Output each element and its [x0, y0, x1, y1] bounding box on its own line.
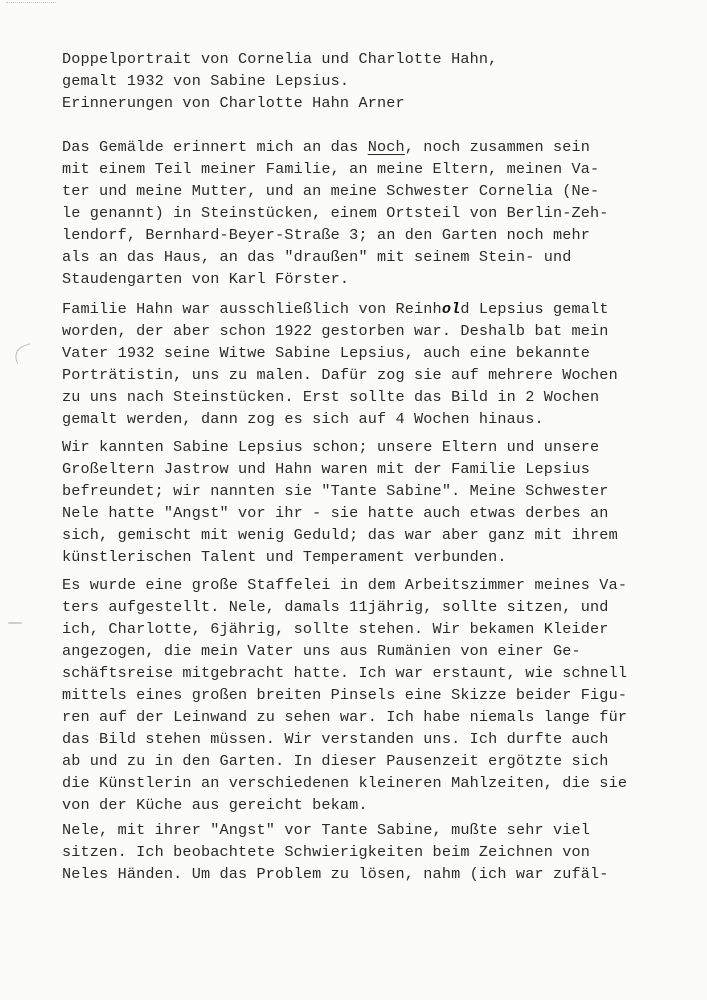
line-text: Das Gemälde erinnert mich an das [62, 138, 368, 156]
paragraph-line: ters aufgestellt. Nele, damals 11jährig, sollte sitzen, und [62, 598, 609, 616]
paragraph-line: schäftsreise mitgebracht hatte. Ich war erstaunt, wie schnell [62, 664, 628, 682]
paragraph-line: ab und zu in den Garten. In dieser Pausenzeit ergötzte sich [62, 752, 609, 770]
paragraph-line: ren auf der Leinwand zu sehen war. Ich habe niemals lange für [62, 708, 628, 726]
paragraph-line: als an das Haus, an das "draußen" mit seinem Stein- und [62, 248, 572, 266]
paragraph-line: mittels eines großen breiten Pinsels eine Skizze beider Figu- [62, 686, 628, 704]
scan-artifact-top [6, 2, 56, 9]
paragraph-line: le genannt) in Steinstücken, einem Ortsteil von Berlin-Zeh- [62, 204, 609, 222]
paragraph-line: angezogen, die mein Vater uns aus Rumänien von einer Ge- [62, 642, 581, 660]
paragraph-line: sich, gemischt mit wenig Geduld; das war aber ganz mit ihrem [62, 526, 618, 544]
paragraph-line: worden, der aber schon 1922 gestorben war. Deshalb bat mein [62, 322, 609, 340]
header-title-line: Doppelportrait von Cornelia und Charlotte Hahn, [62, 50, 498, 68]
paragraph-line: Es wurde eine große Staffelei in dem Arbeitszimmer meines Va- [62, 576, 628, 594]
header-author-line: Erinnerungen von Charlotte Hahn Arner [62, 94, 405, 112]
line-text: Familie Hahn war ausschließlich von Reinh [62, 300, 442, 318]
paragraph-line: Nele hatte "Angst" vor ihr - sie hatte auch etwas derbes an [62, 504, 609, 522]
paragraph-line: künstlerischen Talent und Temperament verbunden. [62, 548, 507, 566]
paragraph-4 [62, 574, 628, 816]
paragraph-line: lendorf, Bernhard-Beyer-Straße 3; an den Garten noch mehr [62, 226, 591, 244]
paragraph-line: Porträtistin, uns zu malen. Dafür zog sie auf mehrere Wochen [62, 366, 618, 384]
paragraph-1 [62, 136, 622, 290]
paragraph-2 [62, 298, 622, 430]
header-date-line: gemalt 1932 von Sabine Lepsius. [62, 72, 350, 90]
paragraph-line: gemalt werden, dann zog es sich auf 4 Wochen hinaus. [62, 410, 544, 428]
handwritten-correction: ol [441, 300, 461, 318]
paragraph-line: die Künstlerin an verschiedenen kleineren Mahlzeiten, die sie [62, 774, 628, 792]
line-text: , noch zusammen sein [404, 138, 591, 156]
margin-pencil-mark [12, 343, 35, 364]
paragraph-line: zu uns nach Steinstücken. Erst sollte das Bild in 2 Wochen [62, 388, 600, 406]
line-text: d Lepsius gemalt [460, 300, 609, 318]
paragraph-5 [62, 819, 622, 885]
paragraph-line: sitzen. Ich beobachtete Schwierigkeiten beim Zeichnen von [62, 843, 591, 861]
paragraph-line: ter und meine Mutter, und an meine Schwester Cornelia (Ne- [62, 182, 600, 200]
paragraph-line: das Bild stehen müssen. Wir verstanden uns. Ich durfte auch [62, 730, 609, 748]
paragraph-3 [62, 436, 622, 568]
paragraph-line: Großeltern Jastrow und Hahn waren mit der Familie Lepsius [62, 460, 591, 478]
paragraph-line [62, 136, 622, 158]
margin-dash-mark [8, 622, 22, 624]
paragraph-line: ich, Charlotte, 6jährig, sollte stehen. Wir bekamen Kleider [62, 620, 609, 638]
paragraph-line: mit einem Teil meiner Familie, an meine Eltern, meinen Va- [62, 160, 600, 178]
underlined-word: Noch [367, 138, 405, 156]
paragraph-line: Wir kannten Sabine Lepsius schon; unsere Eltern und unsere [62, 438, 600, 456]
paragraph-line: befreundet; wir nannten sie "Tante Sabine". Meine Schwester [62, 482, 609, 500]
paragraph-line: Neles Händen. Um das Problem zu lösen, nahm (ich war zufäl- [62, 865, 609, 883]
paragraph-line [62, 298, 622, 320]
document-header [62, 48, 622, 114]
paragraph-line: Staudengarten von Karl Förster. [62, 270, 350, 288]
paragraph-line: von der Küche aus gereicht bekam. [62, 796, 368, 814]
paragraph-line: Vater 1932 seine Witwe Sabine Lepsius, auch eine bekannte [62, 344, 591, 362]
paragraph-line: Nele, mit ihrer "Angst" vor Tante Sabine, mußte sehr viel [62, 821, 591, 839]
